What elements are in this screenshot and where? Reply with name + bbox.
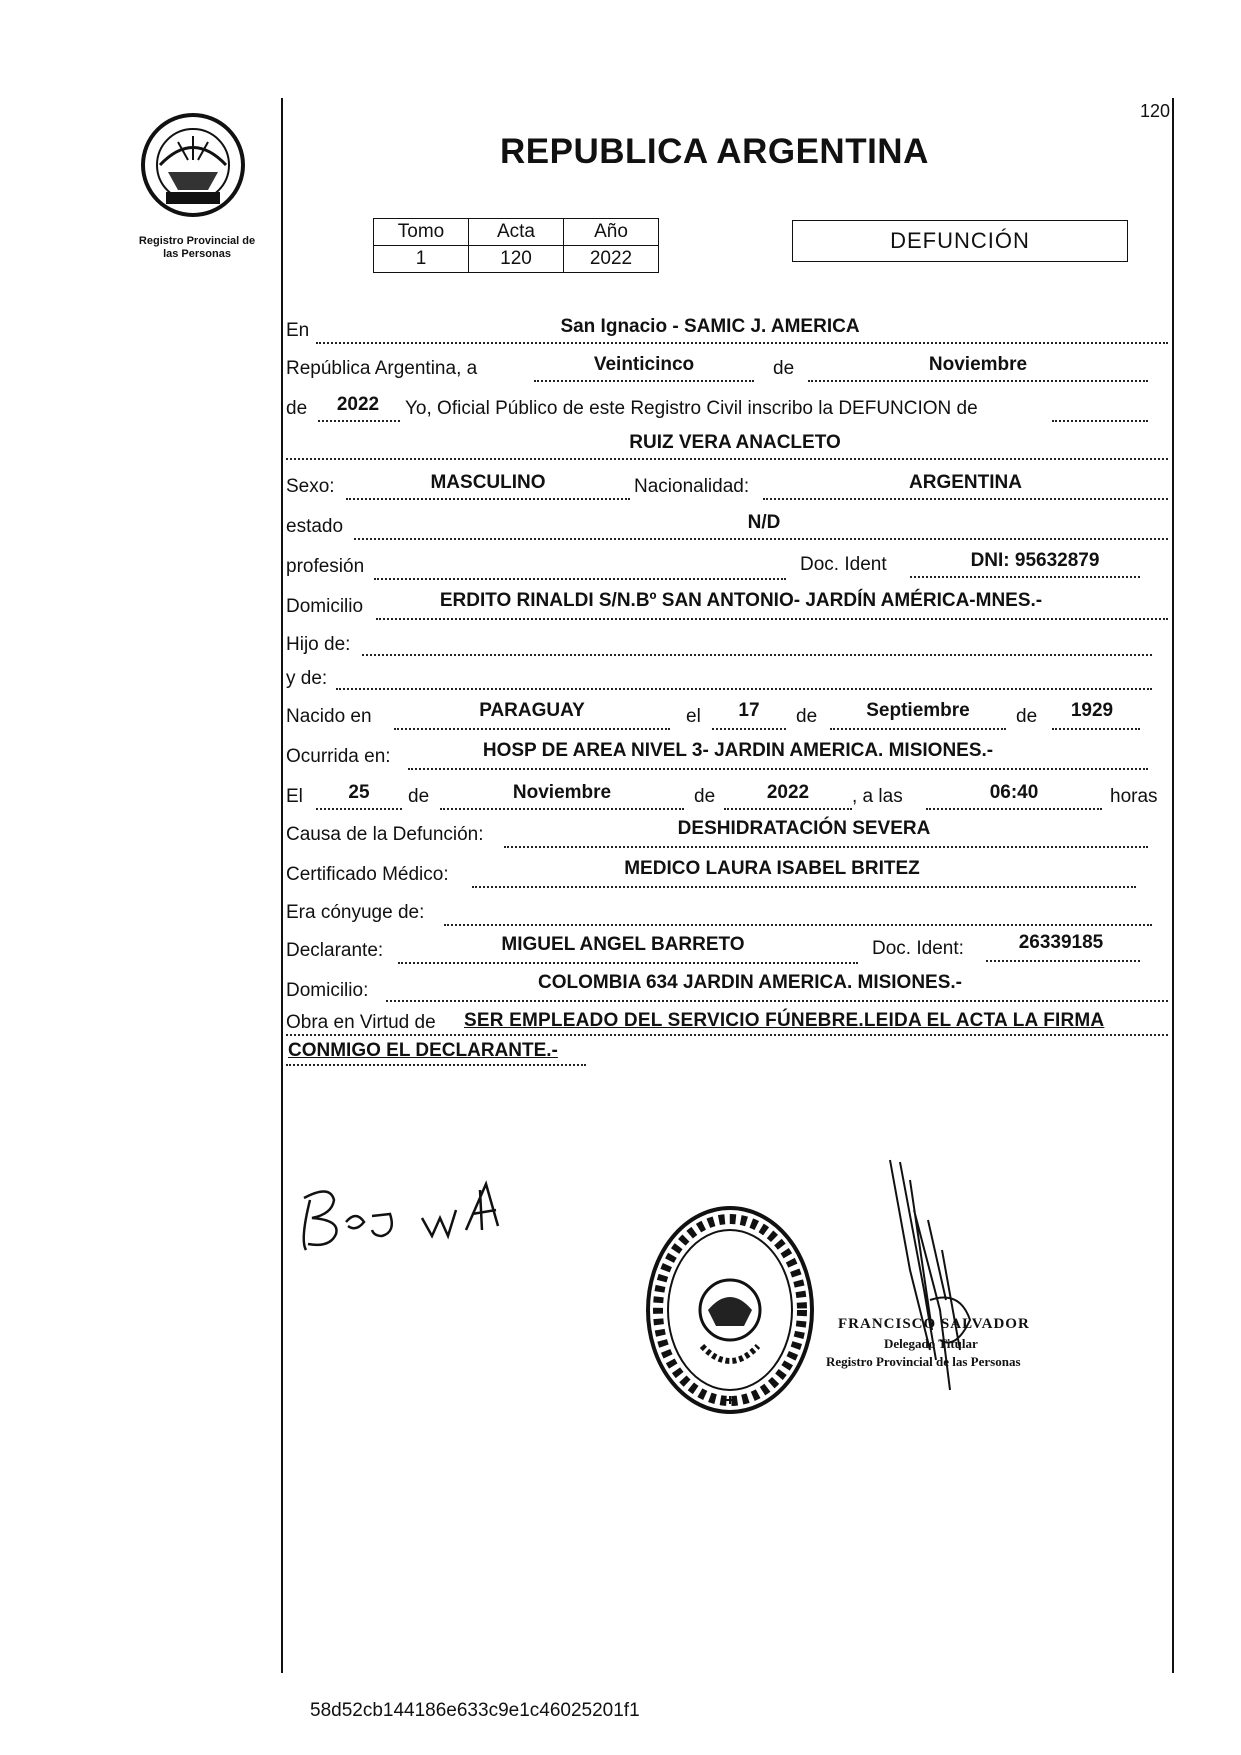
seal-caption-line1: Registro Provincial de [138,235,256,247]
label-nacido-en: Nacido en [286,706,372,727]
field-line [336,688,1152,690]
field-line [286,458,1168,460]
label-ocurrida-en: Ocurrida en: [286,746,391,767]
header-anio: Año [564,219,659,246]
field-line [986,960,1140,962]
declarant-signature-icon [290,1170,530,1260]
signatory-name: FRANCISCO SALVADOR [838,1316,1030,1332]
field-line [374,578,786,580]
value-declarante-domicilio: COLOMBIA 634 JARDIN AMERICA. MISIONES.- [537,972,963,993]
label-de-o1: de [408,786,430,807]
label-de2: de [286,398,308,419]
value-obra-line1: SER EMPLEADO DEL SERVICIO FÚNEBRE.LEIDA EL ACTA LA FIRMA [464,1010,1105,1031]
value-domicilio: ERDITO RINALDI S/N.Bº SAN ANTONIO- JARDÍN AMÉRICA-MNES.- [439,590,1043,611]
field-line [534,380,754,382]
field-line [830,728,1006,730]
field-line [712,728,786,730]
field-line [398,962,858,964]
right-margin-line [1172,98,1174,1673]
label-domicilio2: Domicilio: [286,980,369,1001]
field-line [286,1034,1168,1036]
field-line [354,538,1168,540]
label-el: el [686,706,701,727]
value-ocurrida-en: HOSP DE AREA NIVEL 3- JARDIN AMERICA. MISIONES.- [482,740,994,761]
seal-caption [112,235,282,261]
field-line [444,924,1152,926]
label-en: En [286,320,310,341]
label-sexo: Sexo: [286,476,335,497]
label-hijo-de: Hijo de: [286,634,351,655]
field-line [724,808,852,810]
field-line [318,420,400,422]
field-line [910,576,1140,578]
label-profesion: profesión [286,556,365,577]
field-line [763,498,1168,500]
label-domicilio: Domicilio [286,596,364,617]
field-line [504,846,1148,848]
field-line [440,808,684,810]
label-horas: horas [1110,786,1158,807]
field-line [386,1000,1168,1002]
document-hash: 58d52cb144186e633c9e1c46025201f1 [310,1700,640,1721]
field-line [472,886,1136,888]
value-declarante: MIGUEL ANGEL BARRETO [501,934,745,955]
label-el2: El [286,786,303,807]
page-title: REPUBLICA ARGENTINA [500,132,929,171]
label-causa: Causa de la Defunción: [286,824,484,845]
field-line [808,380,1148,382]
value-certificado: MEDICO LAURA ISABEL BRITEZ [624,858,920,879]
value-nac-anio: 1929 [1070,700,1114,721]
value-acta: 120 [469,246,564,273]
field-line [394,728,670,730]
label-de-n2: de [1016,706,1038,727]
field-line [926,808,1102,810]
field-line [376,618,1168,620]
field-line [1052,420,1148,422]
signatory-role: Delegado Titular [884,1336,978,1351]
value-def-hora: 06:40 [989,782,1039,803]
value-nac-mes: Septiembre [866,700,970,721]
value-nacido-en: PARAGUAY [479,700,585,721]
field-line [316,342,1168,344]
value-doc: DNI: 95632879 [970,550,1100,571]
acta-table [373,218,659,273]
seal-caption-line2: las Personas [163,248,231,260]
field-line [1052,728,1140,730]
field-line [362,654,1152,656]
provincial-seal-icon [138,110,248,220]
label-conyuge: Era cónyuge de: [286,902,425,923]
value-dia-letras: Veinticinco [593,354,695,375]
official-signature-icon [870,1150,1010,1410]
field-line [346,498,630,500]
record-type-box: DEFUNCIÓN [792,220,1128,262]
left-margin-line [281,98,283,1673]
value-def-anio: 2022 [766,782,810,803]
value-estado: N/D [747,512,781,533]
value-mes: Noviembre [928,354,1028,375]
value-obra-line2: CONMIGO EL DECLARANTE.- [288,1040,558,1061]
label-doc-ident: Doc. Ident [800,554,887,575]
value-lugar: San Ignacio - SAMIC J. AMERICA [560,316,860,337]
value-declarante-doc: 26339185 [1018,932,1104,953]
value-nacionalidad: ARGENTINA [909,472,1022,493]
field-line [408,768,1148,770]
value-anio: 2022 [564,246,659,273]
label-a-las: , a las [852,786,903,807]
header-tomo: Tomo [374,219,469,246]
official-stamp-icon [640,1200,820,1420]
value-nombre: RUIZ VERA ANACLETO [629,432,841,453]
value-anio: 2022 [336,394,380,415]
label-de-o2: de [694,786,716,807]
field-line [316,808,402,810]
label-doc-ident2: Doc. Ident: [872,938,964,959]
label-obra-virtud: Obra en Virtud de [286,1012,436,1033]
value-def-mes: Noviembre [512,782,612,803]
signatory-org: Registro Provincial de las Personas [826,1354,1021,1369]
label-de-n1: de [796,706,818,727]
label-y-de: y de: [286,668,328,689]
label-nacionalidad: Nacionalidad: [634,476,750,497]
value-sexo: MASCULINO [430,472,546,493]
label-declarante: Declarante: [286,940,384,961]
label-yo-text: Yo, Oficial Público de este Registro Civil inscribo la DEFUNCION de [405,398,978,419]
value-def-dia: 25 [348,782,370,803]
label-certificado: Certificado Médico: [286,864,449,885]
field-line [286,1064,586,1066]
value-tomo: 1 [374,246,469,273]
value-nac-dia: 17 [738,700,760,721]
value-causa: DESHIDRATACIÓN SEVERA [677,818,931,839]
label-de: de [773,358,795,379]
page-number: 120 [1140,101,1171,121]
label-republica: República Argentina, a [286,358,478,379]
header-acta: Acta [469,219,564,246]
label-estado: estado [286,516,344,537]
